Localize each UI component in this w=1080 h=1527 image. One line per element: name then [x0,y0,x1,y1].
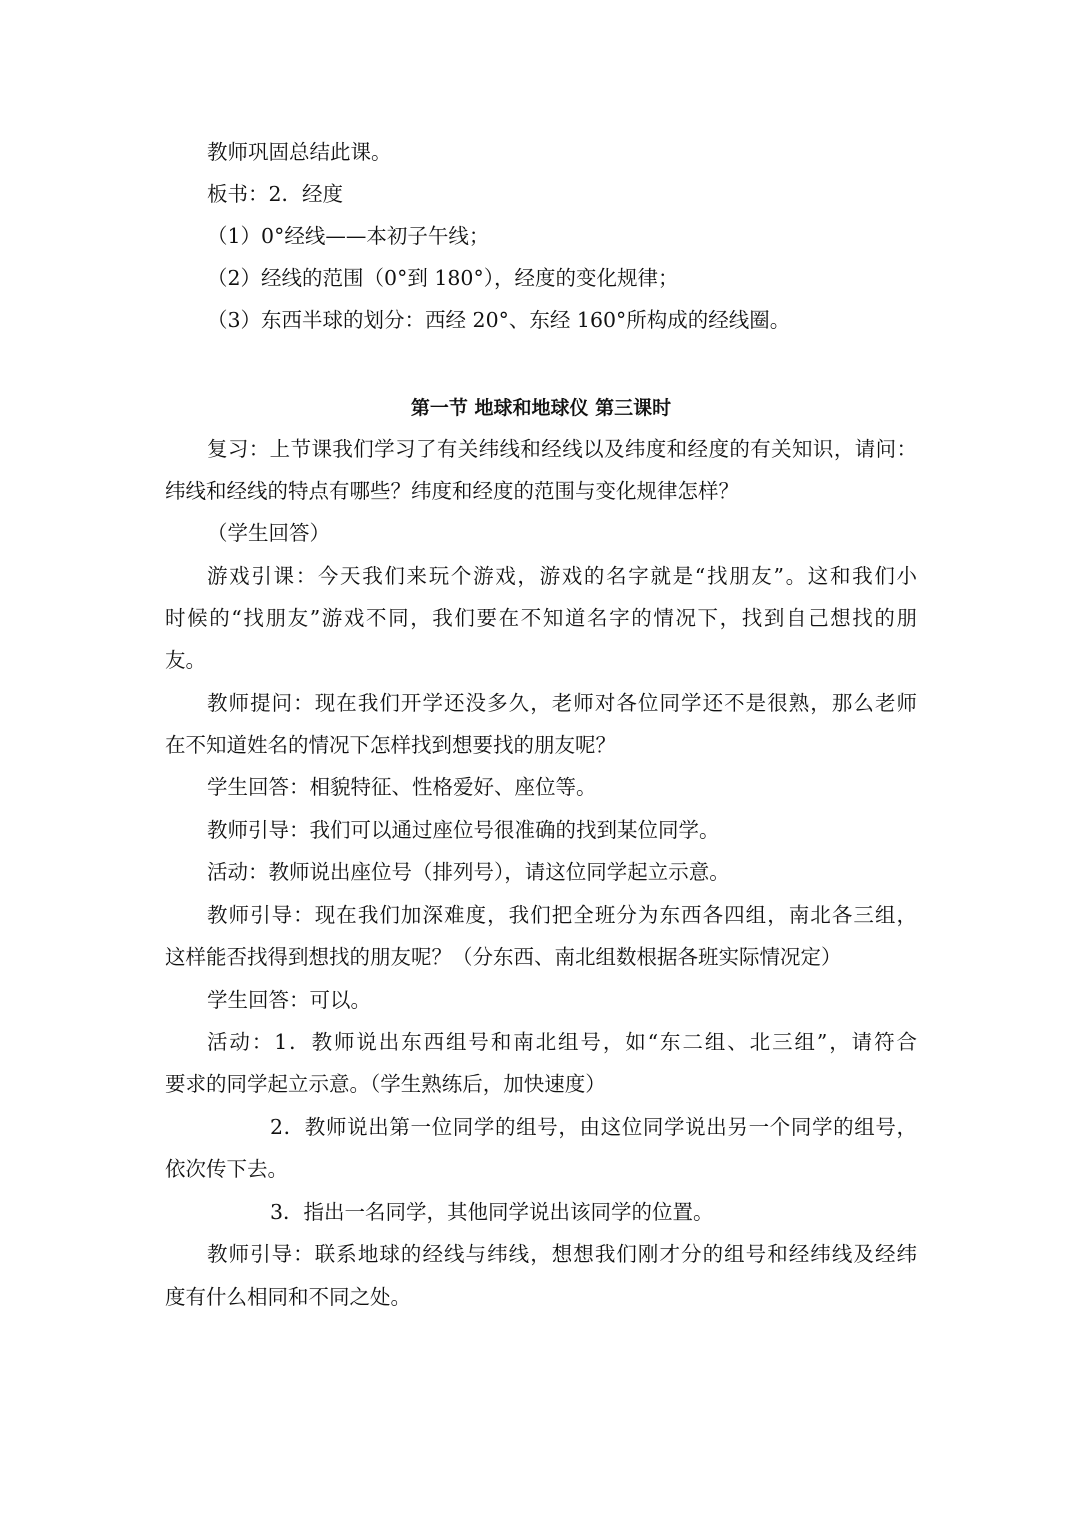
board-item-2: （2）经线的范围（0°到 180°），经度的变化规律； [207,266,679,290]
teacher-summary: 教师巩固总结此课。 [207,140,392,164]
board-item-1: （1）0°经线——本初子午线； [207,224,490,248]
activity-2-line-2: 要求的同学起立示意。（学生熟练后，加快速度） [165,1072,606,1096]
student-answer-1: （学生回答） [207,521,330,545]
teacher-guide-3-line-2: 度有什么相同和不同之处。 [165,1285,411,1309]
game-paragraph-line-3: 友。 [165,648,206,672]
teacher-question-line-1: 教师提问：现在我们开学还没多久，老师对各位同学还不是很熟，那么老师 [207,691,917,715]
activity-2-item-2-line-1: 2．教师说出第一位同学的组号，由这位同学说出另一个同学的组号， [270,1115,917,1139]
teacher-guide-3-line-1: 教师引导：联系地球的经线与纬线，想想我们刚才分的组号和经纬线及经纬 [207,1242,917,1266]
game-paragraph-line-1: 游戏引课：今天我们来玩个游戏，游戏的名字就是“找朋友”。这和我们小 [207,564,917,588]
teacher-guide-2-line-1: 教师引导：现在我们加深难度，我们把全班分为东西各四组，南北各三组， [207,903,917,927]
review-paragraph-line-1: 复习：上节课我们学习了有关纬线和经线以及纬度和经度的有关知识，请问： [207,437,917,461]
teacher-question-line-2: 在不知道姓名的情况下怎样找到想要找的朋友呢？ [165,733,616,757]
board-item-3: （3）东西半球的划分：西经 20°、东经 160°所构成的经线圈。 [207,308,791,332]
activity-2-item-3: 3．指出一名同学，其他同学说出该同学的位置。 [270,1200,714,1224]
student-answer-2: 学生回答：相貌特征、性格爱好、座位等。 [207,775,597,799]
review-paragraph-line-2: 纬线和经线的特点有哪些？纬度和经度的范围与变化规律怎样？ [165,479,739,503]
teacher-guide-2-line-2: 这样能否找得到想找的朋友呢？（分东西、南北组数根据各班实际情况定） [165,945,842,969]
board-title: 板书：2．经度 [207,182,344,206]
activity-2-item-2-line-2: 依次传下去。 [165,1157,288,1181]
activity-2-line-1: 活动：1．教师说出东西组号和南北组号，如“东二组、北三组”，请符合 [207,1030,917,1054]
student-answer-3: 学生回答：可以。 [207,988,371,1012]
activity-1: 活动：教师说出座位号（排列号），请这位同学起立示意。 [207,860,730,884]
game-paragraph-line-2: 时候的“找朋友”游戏不同，我们要在不知道名字的情况下，找到自己想找的朋 [165,606,917,630]
teacher-guide-1: 教师引导：我们可以通过座位号很准确的找到某位同学。 [207,818,720,842]
section-title: 第一节 地球和地球仪 第三课时 [410,397,672,419]
